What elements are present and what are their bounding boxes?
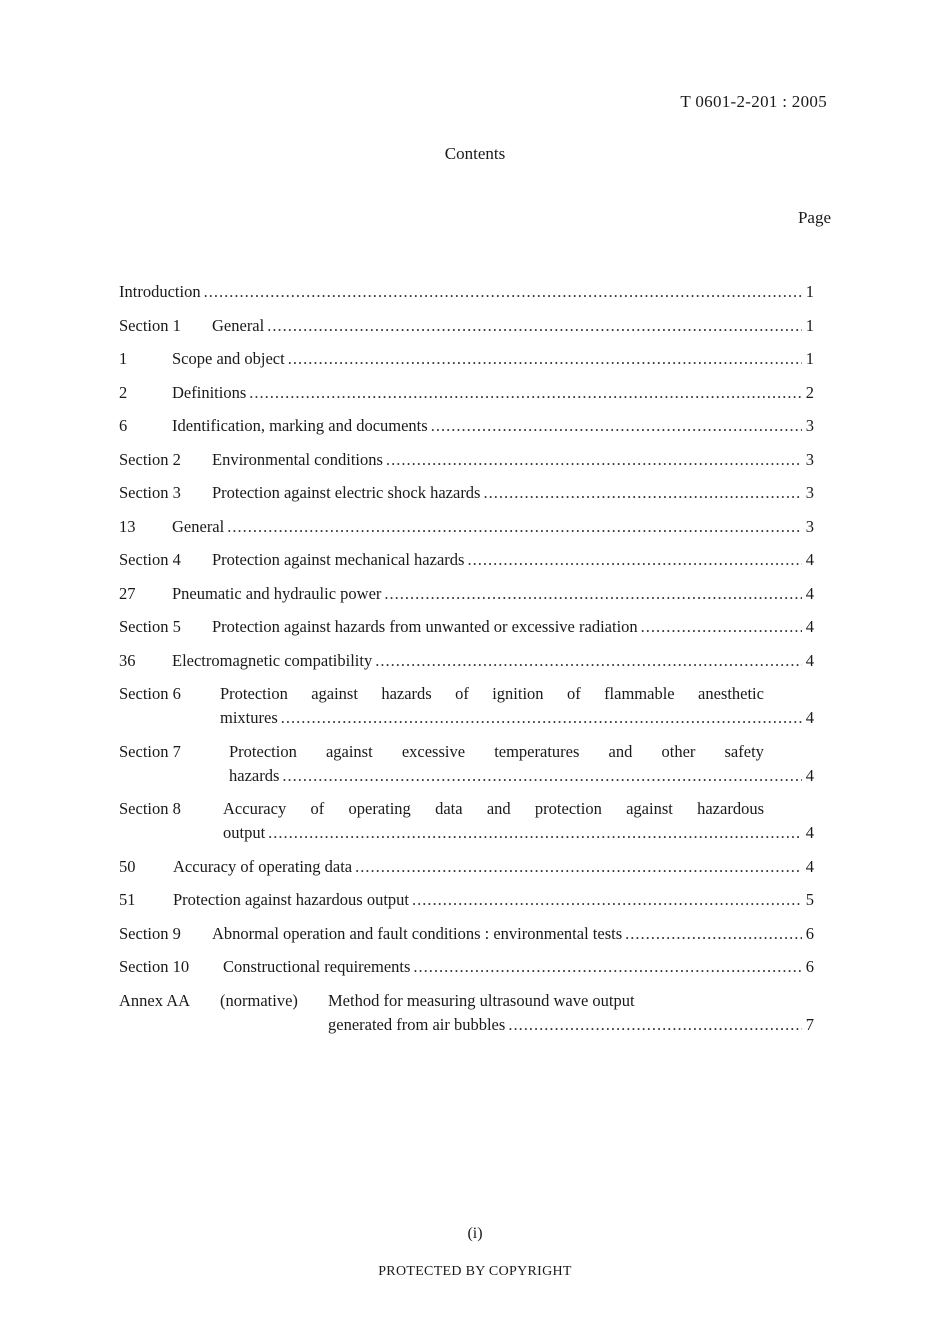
dot-leader	[384, 584, 802, 604]
toc-title-word: of	[455, 684, 469, 703]
toc-entry-section-4[interactable]	[119, 550, 814, 572]
toc-title: Environmental conditions	[212, 449, 383, 469]
toc-label: Section 1	[119, 315, 181, 335]
toc-label: Section 2	[119, 449, 181, 469]
dot-leader	[355, 857, 802, 877]
toc-title: Constructional requirements	[223, 957, 411, 976]
toc-label: 27	[119, 583, 136, 603]
dot-leader	[268, 823, 802, 843]
toc-title-word: excessive	[401, 741, 466, 761]
toc-label: 6	[119, 416, 128, 435]
dot-leader	[249, 383, 802, 403]
toc-title: General	[172, 516, 225, 536]
toc-title-word: Protection	[220, 684, 288, 703]
toc-title-word: data	[435, 799, 463, 818]
toc-title: Identification, marking and documents	[172, 416, 428, 435]
dot-leader	[467, 550, 802, 570]
toc-entry-6[interactable]	[119, 416, 814, 438]
dot-leader	[625, 924, 802, 944]
toc-title: Accuracy of operating data	[173, 856, 353, 876]
toc-label: 36	[119, 650, 136, 670]
toc-title: Scope and object	[172, 349, 285, 368]
dot-leader	[412, 890, 802, 910]
toc-title: Electromagnetic compatibility	[172, 650, 373, 670]
toc-entry-section-7[interactable]	[119, 742, 814, 788]
toc-page: 2	[805, 382, 814, 402]
toc-entry-27[interactable]	[119, 584, 814, 606]
toc-label: Section 5	[119, 617, 181, 636]
toc-title-word: operating	[348, 799, 411, 818]
toc-title: General	[212, 315, 265, 335]
toc-title-word: flammable	[604, 684, 675, 703]
toc-title-word: hazards	[381, 684, 432, 703]
toc-title-continued: mixtures	[220, 708, 278, 727]
dot-leader	[413, 957, 802, 977]
toc-title-word: of	[310, 799, 325, 818]
toc-title: Protection against hazardous output	[173, 890, 409, 909]
toc-title: Pneumatic and hydraulic power	[172, 583, 382, 603]
toc-title-word: against	[311, 684, 358, 703]
toc-label: 51	[119, 890, 136, 909]
toc-title-word: Protection	[229, 741, 297, 761]
toc-label: 13	[119, 516, 136, 536]
toc-title-word: anesthetic	[698, 684, 764, 703]
toc-page: 4	[805, 550, 814, 569]
toc-page: 4	[805, 650, 814, 670]
document-code: T 0601-2-201 : 2005	[680, 92, 827, 111]
toc-title: Protection against electric shock hazards	[212, 483, 481, 502]
toc-entry-section-8[interactable]	[119, 799, 814, 845]
toc-label: Section 6	[119, 684, 181, 703]
toc-title-word: and	[608, 741, 633, 761]
dot-leader	[288, 349, 802, 369]
toc-label: 2	[119, 382, 128, 402]
toc-page: 1	[805, 315, 814, 335]
toc-label: 1	[119, 349, 128, 368]
toc-title-word: protection	[534, 799, 602, 818]
toc-entry-51[interactable]	[119, 890, 814, 912]
toc-title-word: against	[325, 741, 373, 761]
toc-title	[223, 799, 764, 819]
toc-title-word: ignition	[492, 684, 544, 703]
copyright-notice: PROTECTED BY COPYRIGHT	[378, 1264, 572, 1279]
toc-page: 3	[805, 483, 814, 502]
toc-page: 3	[805, 449, 814, 469]
toc-title	[229, 742, 764, 762]
toc-entry-section-5[interactable]	[119, 617, 814, 639]
toc-page: 7	[805, 1014, 814, 1034]
toc-page: 4	[805, 765, 814, 785]
toc-entry-section-2[interactable]	[119, 450, 814, 472]
toc-title-word: temperatures	[494, 741, 580, 761]
toc-entry-section-1[interactable]	[119, 316, 814, 338]
toc-entry-annex-aa[interactable]	[119, 991, 814, 1037]
dot-leader	[483, 483, 802, 503]
dot-leader	[431, 416, 802, 436]
toc-title-word: other	[661, 741, 696, 761]
toc-entry-section-9[interactable]	[119, 924, 814, 946]
toc-entry-section-6[interactable]	[119, 684, 814, 730]
dot-leader	[641, 617, 802, 637]
toc-title-word: Accuracy	[223, 799, 287, 818]
toc-title-continued: generated from air bubbles	[328, 1014, 506, 1034]
toc-label: 50	[119, 856, 136, 876]
dot-leader	[508, 1015, 802, 1035]
page-number: (i)	[467, 1225, 483, 1242]
toc-title-word: hazardous	[697, 799, 764, 818]
table-of-contents	[119, 282, 814, 1048]
toc-entry-13[interactable]	[119, 517, 814, 539]
toc-label: Section 8	[119, 799, 181, 818]
toc-annex-note: (normative)	[220, 990, 298, 1010]
toc-title-continued: output	[223, 823, 266, 842]
dot-leader	[267, 316, 802, 336]
toc-page: 3	[805, 416, 814, 435]
toc-entry-50[interactable]	[119, 857, 814, 879]
toc-title-continued: hazards	[229, 765, 280, 785]
dot-leader	[281, 708, 802, 728]
toc-page: 3	[805, 516, 814, 536]
toc-entry-2[interactable]	[119, 383, 814, 405]
toc-page: 1	[805, 349, 814, 368]
toc-page: 6	[805, 923, 814, 943]
toc-title: Abnormal operation and fault conditions : environmental tests	[212, 923, 623, 943]
toc-page: 4	[805, 823, 814, 842]
page-column-label: Page	[797, 208, 831, 227]
toc-title-word: against	[626, 799, 673, 818]
toc-entry-section-3[interactable]	[119, 483, 814, 505]
toc-page: 4	[805, 856, 814, 876]
toc-page: 1	[805, 282, 814, 301]
toc-title-word: safety	[724, 741, 764, 761]
toc-title: Protection against hazards from unwanted or excessive radiation	[212, 617, 638, 636]
toc-entry-section-10[interactable]	[119, 957, 814, 979]
toc-label: Section 4	[119, 550, 181, 569]
dot-leader	[375, 651, 802, 671]
toc-label: Section 7	[119, 741, 181, 761]
page-title: Contents	[444, 144, 506, 163]
toc-title	[220, 684, 764, 704]
toc-label: Section 9	[119, 923, 181, 943]
toc-entry-introduction[interactable]	[119, 282, 814, 304]
toc-page: 4	[805, 708, 814, 727]
dot-leader	[204, 282, 802, 302]
toc-entry-36[interactable]	[119, 651, 814, 673]
toc-title-word: and	[486, 799, 511, 818]
toc-label: Annex AA	[119, 990, 191, 1010]
toc-label: Section 3	[119, 483, 181, 502]
toc-title: Protection against mechanical hazards	[212, 550, 465, 569]
dot-leader	[227, 517, 802, 537]
toc-label: Section 10	[119, 957, 190, 976]
toc-entry-1[interactable]	[119, 349, 814, 371]
toc-page: 4	[805, 583, 814, 603]
dot-leader	[282, 766, 802, 786]
toc-page: 4	[805, 617, 814, 636]
toc-label: Introduction	[119, 282, 201, 301]
dot-leader	[386, 450, 802, 470]
toc-page: 5	[805, 890, 814, 909]
toc-title: Definitions	[172, 382, 247, 402]
toc-title: Method for measuring ultrasound wave output	[328, 990, 635, 1010]
toc-title-word: of	[566, 684, 581, 703]
toc-page: 6	[805, 957, 814, 976]
